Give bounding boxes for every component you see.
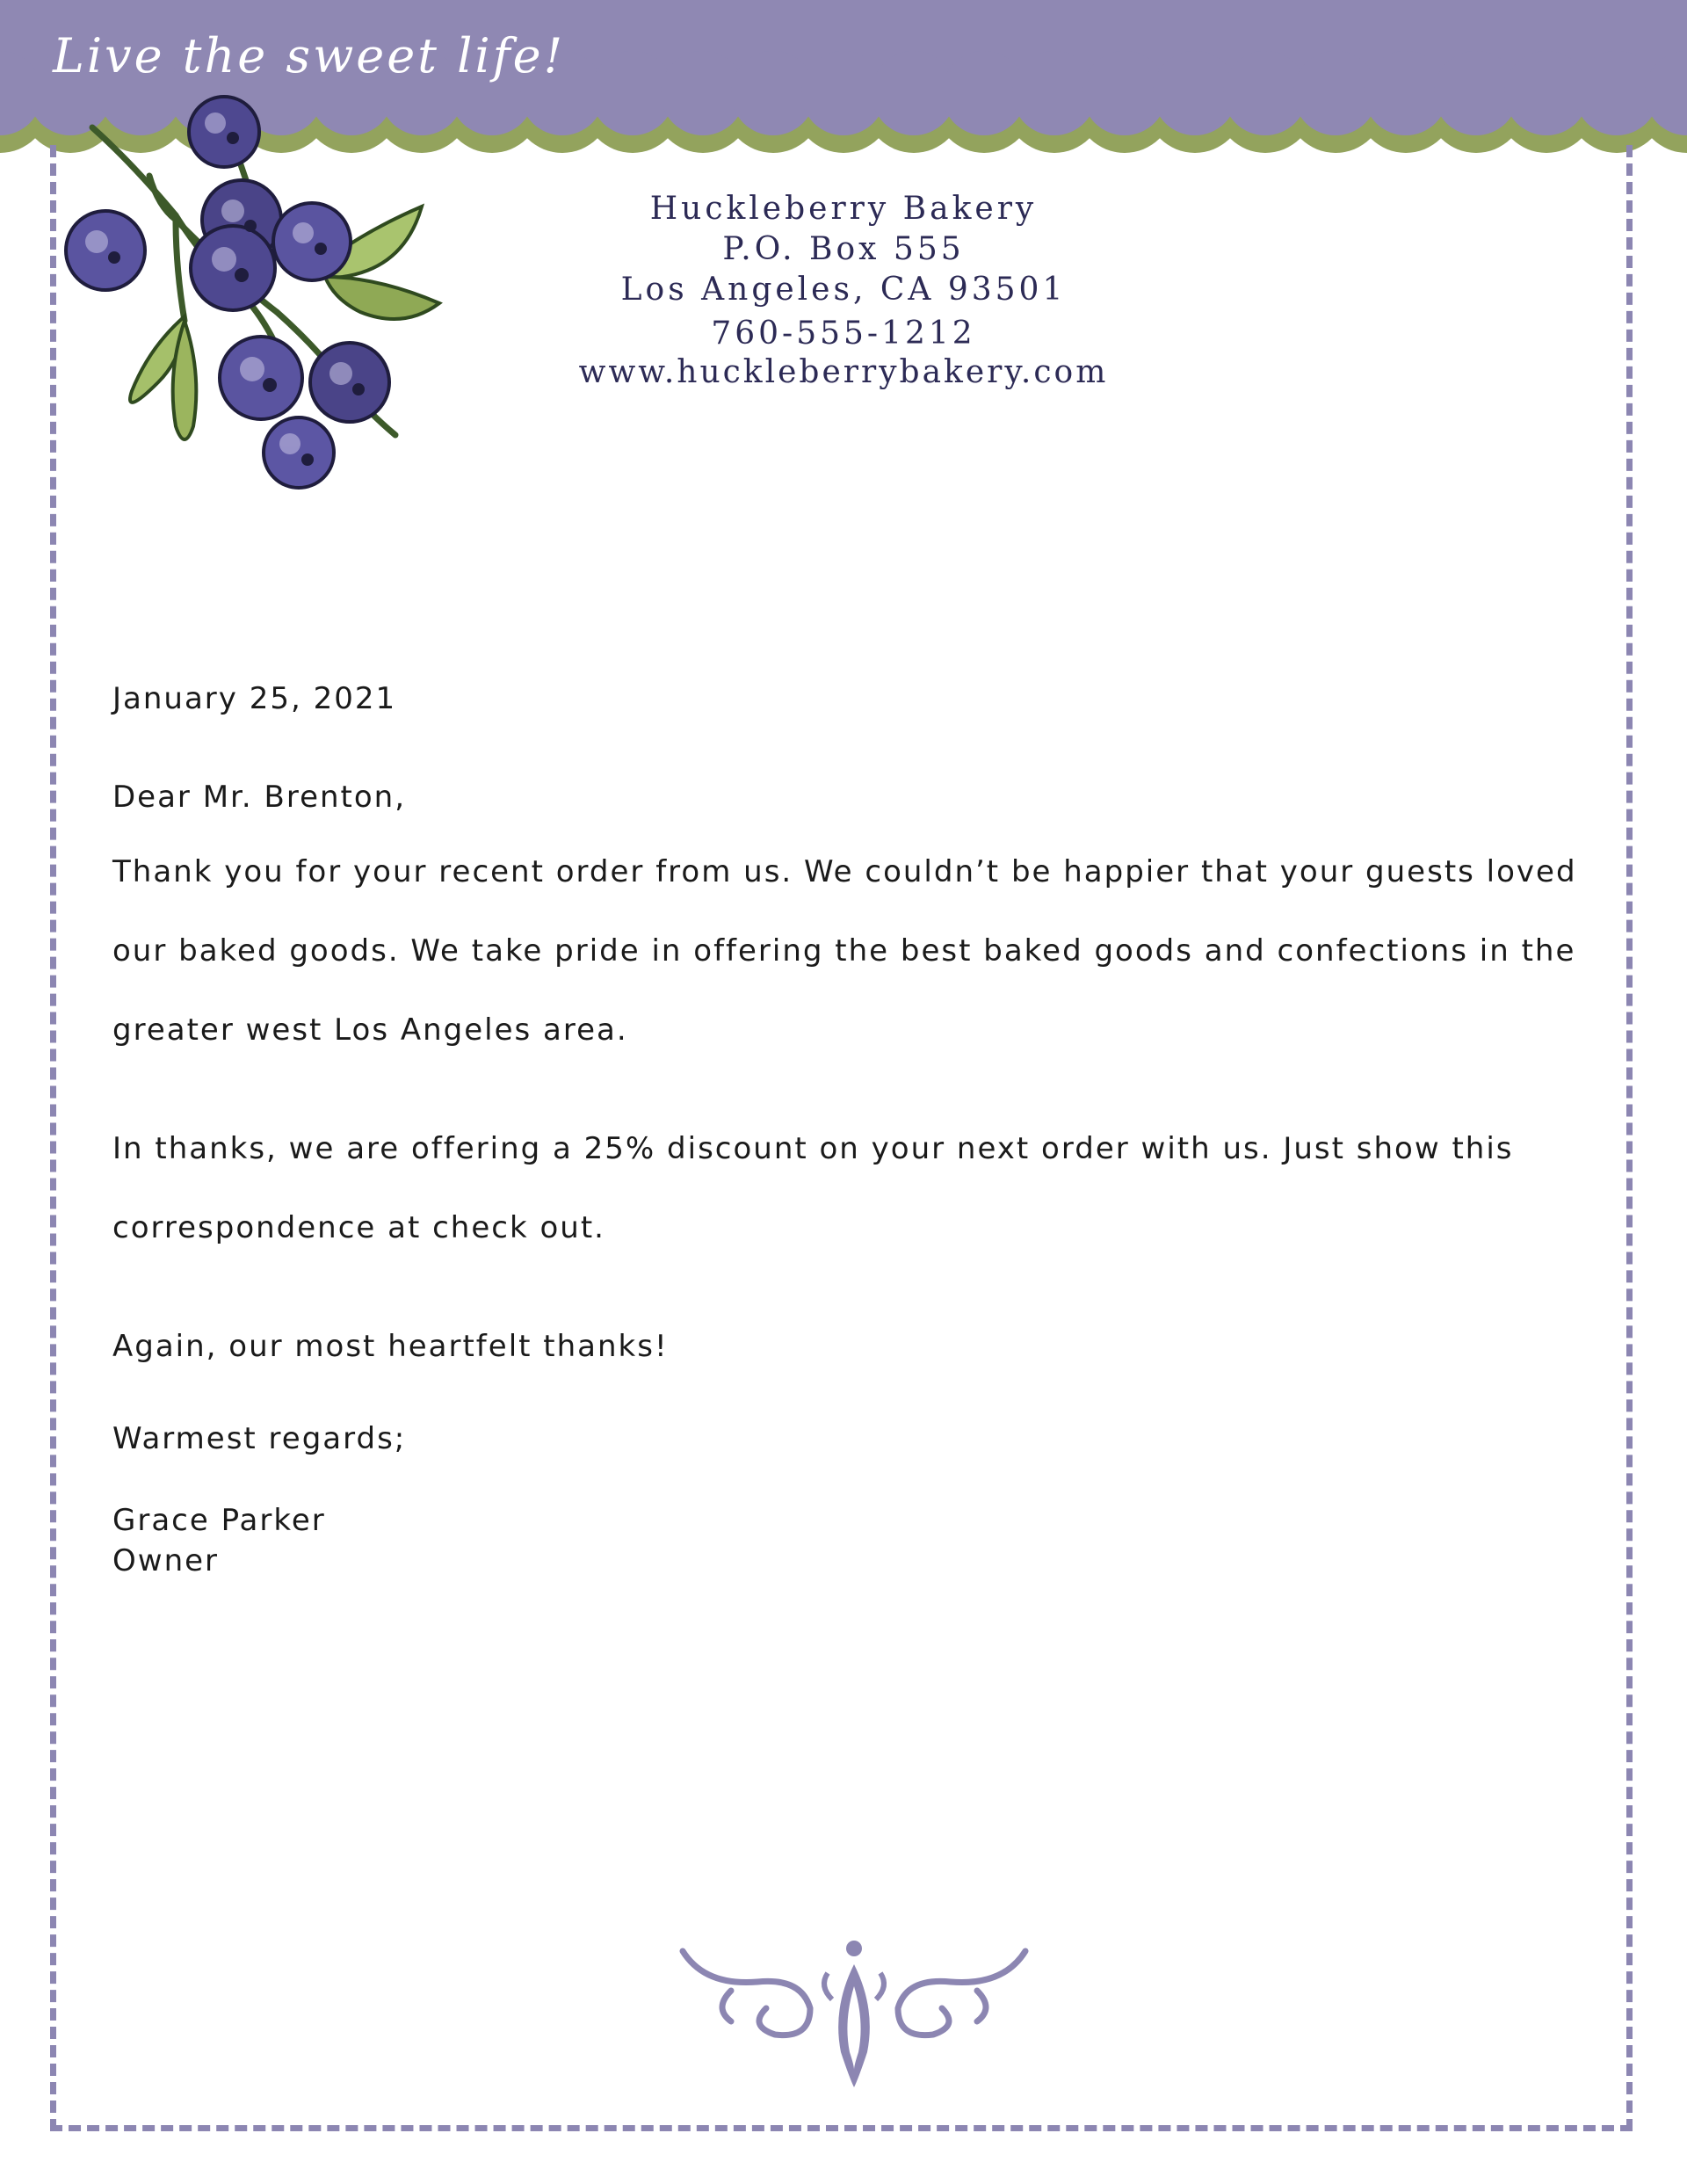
city-state-zip: Los Angeles, CA 93501 [620,272,1067,308]
salutation: Dear Mr. Brenton, [112,780,407,815]
scroll-flourish-ornament [678,1938,1030,2092]
closing: Warmest regards; [112,1421,407,1456]
paragraph-1: Thank you for your recent order from us. We couldn’t be happier that your guests loved our baked goods. We take pride in offering the best baked goods and confections in the greater west Los Angeles area. [112,854,1577,1048]
letterhead-address-block [492,189,1195,391]
letter-date: January 25, 2021 [112,681,397,716]
signature-block [112,1500,326,1581]
blueberry-branch-illustration [53,92,457,505]
signer-name: Grace Parker [112,1503,326,1538]
website: www.huckleberrybakery.com [578,354,1109,390]
paragraph-3: Again, our most heartfelt thanks! [112,1329,669,1364]
business-name: Huckleberry Bakery [649,191,1038,227]
phone-number: 760-555-1212 [711,316,976,352]
paragraph-2: In thanks, we are offering a 25% discount on your next order with us. Just show this correspondence at check out. [112,1131,1514,1245]
signer-title: Owner [112,1543,220,1578]
po-box: P.O. Box 555 [722,231,965,267]
tagline: Live the sweet life! [53,28,566,83]
